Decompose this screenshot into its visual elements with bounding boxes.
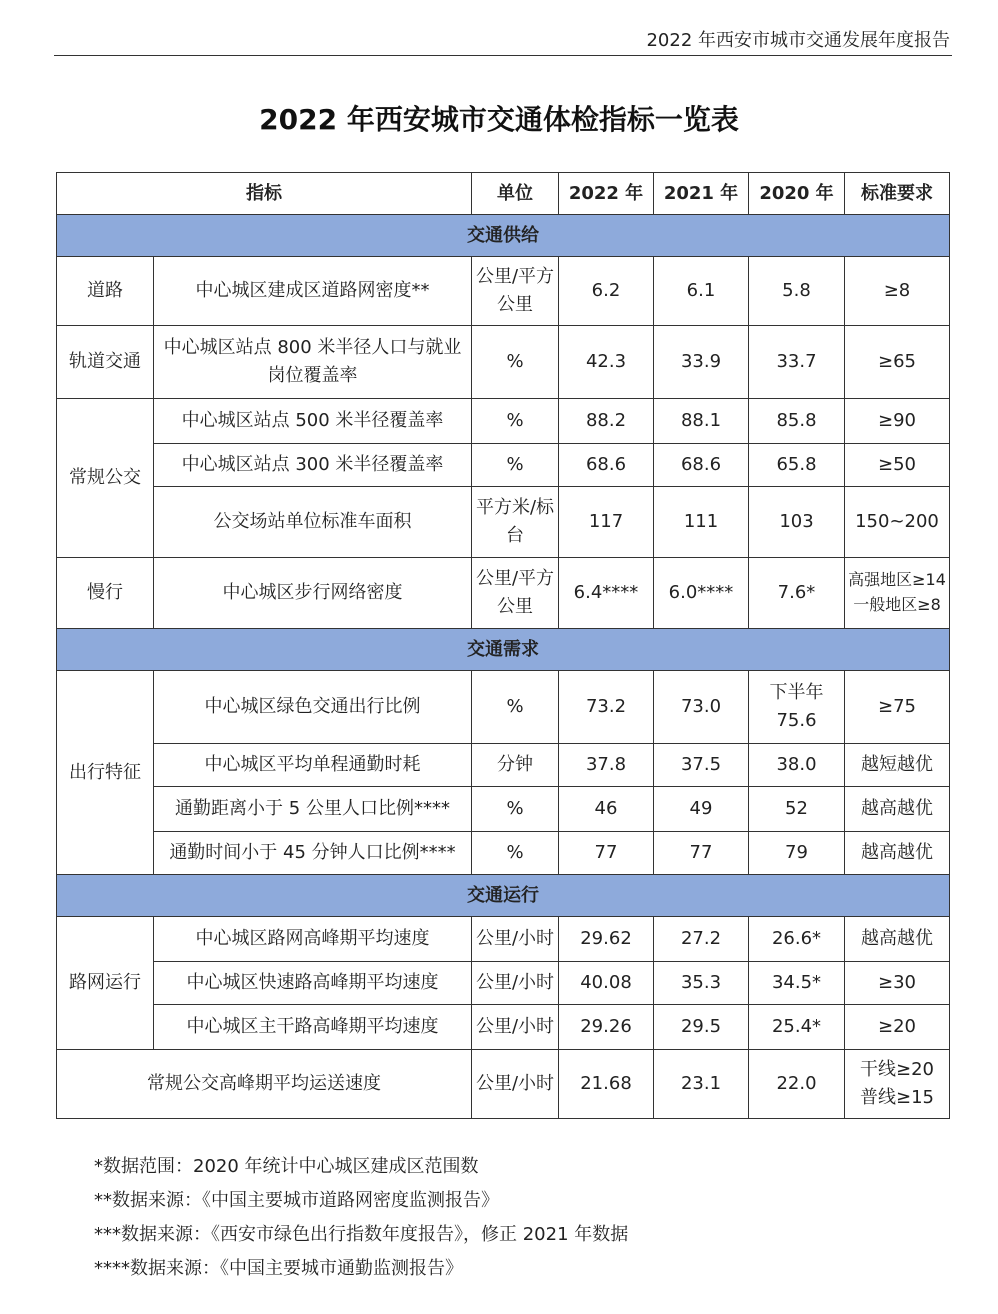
row-2022: 21.68 (559, 1050, 654, 1119)
row-standard: 越短越优 (845, 744, 950, 787)
row-standard (845, 558, 950, 629)
row-2022: 6.4**** (559, 558, 654, 629)
row-2022: 29.26 (559, 1005, 654, 1050)
row-metric: 中心城区主干路高峰期平均速度 (154, 1005, 472, 1050)
row-2021: 111 (654, 487, 749, 558)
row-metric: 通勤距离小于 5 公里人口比例**** (154, 787, 472, 832)
row-2020: 85.8 (749, 399, 845, 444)
footnote: *数据范围：2020 年统计中心城区建成区范围数 (94, 1156, 479, 1177)
row-2020: 79 (749, 832, 845, 875)
standard-line: 高强地区≥14 (848, 570, 946, 590)
section-operation: 交通运行 (57, 875, 950, 917)
row-category: 路网运行 (57, 917, 154, 1050)
row-2020: 7.6* (749, 558, 845, 629)
row-standard: ≥8 (845, 257, 950, 326)
header-standard: 标准要求 (845, 173, 950, 215)
table-row (57, 1050, 950, 1119)
row-2022: 117 (559, 487, 654, 558)
row-unit: % (472, 444, 559, 487)
row-2021: 27.2 (654, 917, 749, 962)
row-2021: 35.3 (654, 962, 749, 1005)
row-2022: 46 (559, 787, 654, 832)
header-2020: 2020 年 (749, 173, 845, 215)
row-2021: 88.1 (654, 399, 749, 444)
row-2022: 73.2 (559, 671, 654, 744)
row-metric: 中心城区步行网络密度 (154, 558, 472, 629)
header-rule (54, 55, 952, 56)
row-2020: 52 (749, 787, 845, 832)
table-row (57, 787, 950, 832)
row-2022: 40.08 (559, 962, 654, 1005)
row-2021: 6.1 (654, 257, 749, 326)
row-2022: 88.2 (559, 399, 654, 444)
row-metric: 中心城区平均单程通勤时耗 (154, 744, 472, 787)
row-2021: 37.5 (654, 744, 749, 787)
row-unit: % (472, 671, 559, 744)
table-row (57, 257, 950, 326)
row-2020: 5.8 (749, 257, 845, 326)
header-row (57, 173, 950, 215)
row-unit: 公里/平方公里 (472, 257, 559, 326)
row-category: 出行特征 (57, 671, 154, 875)
standard-line: 普线≥15 (860, 1087, 934, 1108)
table-row (57, 917, 950, 962)
table-row (57, 744, 950, 787)
table-row (57, 558, 950, 629)
row-unit: 公里/小时 (472, 1050, 559, 1119)
row-2022: 77 (559, 832, 654, 875)
table-row (57, 444, 950, 487)
row-unit: 平方米/标台 (472, 487, 559, 558)
row-metric: 中心城区站点 800 米半径人口与就业岗位覆盖率 (154, 326, 472, 399)
row-2022: 29.62 (559, 917, 654, 962)
row-2021: 23.1 (654, 1050, 749, 1119)
row-metric: 中心城区绿色交通出行比例 (154, 671, 472, 744)
standard-line: 干线≥20 (860, 1059, 934, 1081)
row-metric: 中心城区快速路高峰期平均速度 (154, 962, 472, 1005)
table-row (57, 326, 950, 399)
row-standard: 越高越优 (845, 787, 950, 832)
row-2020: 下半年75.6 (749, 671, 845, 744)
row-2021: 33.9 (654, 326, 749, 399)
section-demand: 交通需求 (57, 629, 950, 671)
footnote: ****数据来源：《中国主要城市通勤监测报告》 (94, 1258, 463, 1279)
row-2022: 42.3 (559, 326, 654, 399)
row-2020: 26.6* (749, 917, 845, 962)
row-2021: 68.6 (654, 444, 749, 487)
table-row (57, 399, 950, 444)
row-metric: 中心城区建成区道路网密度** (154, 257, 472, 326)
page-title: 2022 年西安城市交通体检指标一览表 (259, 103, 739, 136)
row-category: 慢行 (57, 558, 154, 629)
row-metric: 常规公交高峰期平均运送速度 (57, 1050, 472, 1119)
row-unit: % (472, 787, 559, 832)
footnote: ***数据来源：《西安市绿色出行指数年度报告》，修正 2021 年数据 (94, 1224, 629, 1245)
row-category: 轨道交通 (57, 326, 154, 399)
row-metric: 中心城区路网高峰期平均速度 (154, 917, 472, 962)
row-2020: 33.7 (749, 326, 845, 399)
row-standard: 150~200 (845, 487, 950, 558)
row-2022: 37.8 (559, 744, 654, 787)
table-row (57, 1005, 950, 1050)
table-row (57, 832, 950, 875)
row-standard: ≥50 (845, 444, 950, 487)
section-row (57, 215, 950, 257)
row-unit: 公里/小时 (472, 917, 559, 962)
row-2020: 65.8 (749, 444, 845, 487)
row-metric: 中心城区站点 500 米半径覆盖率 (154, 399, 472, 444)
row-unit: 分钟 (472, 744, 559, 787)
row-2020: 103 (749, 487, 845, 558)
row-unit: 公里/平方公里 (472, 558, 559, 629)
row-unit: 公里/小时 (472, 962, 559, 1005)
row-2021: 73.0 (654, 671, 749, 744)
row-standard: ≥65 (845, 326, 950, 399)
row-2021: 77 (654, 832, 749, 875)
header-2022: 2022 年 (559, 173, 654, 215)
row-metric: 中心城区站点 300 米半径覆盖率 (154, 444, 472, 487)
footnote: **数据来源：《中国主要城市道路网密度监测报告》 (94, 1190, 499, 1211)
row-2022: 6.2 (559, 257, 654, 326)
header-metric: 指标 (57, 173, 472, 215)
section-supply: 交通供给 (57, 215, 950, 257)
row-standard: ≥90 (845, 399, 950, 444)
row-unit: 公里/小时 (472, 1005, 559, 1050)
row-standard (845, 1050, 950, 1119)
indicator-table (56, 172, 950, 1119)
row-unit: % (472, 399, 559, 444)
table-row (57, 962, 950, 1005)
section-row (57, 629, 950, 671)
row-metric: 通勤时间小于 45 分钟人口比例**** (154, 832, 472, 875)
row-unit: % (472, 832, 559, 875)
table-row (57, 487, 950, 558)
section-row (57, 875, 950, 917)
row-standard: ≥20 (845, 1005, 950, 1050)
row-2020: 25.4* (749, 1005, 845, 1050)
header-unit: 单位 (472, 173, 559, 215)
row-standard: 越高越优 (845, 832, 950, 875)
row-2021: 29.5 (654, 1005, 749, 1050)
header-2021: 2021 年 (654, 173, 749, 215)
running-header: 2022 年西安市城市交通发展年度报告 (646, 30, 950, 51)
row-2020: 38.0 (749, 744, 845, 787)
standard-line: 一般地区≥8 (853, 595, 941, 614)
row-2021: 49 (654, 787, 749, 832)
row-2020: 34.5* (749, 962, 845, 1005)
footnotes (94, 1150, 628, 1286)
table-row (57, 671, 950, 744)
row-category: 常规公交 (57, 399, 154, 558)
row-category: 道路 (57, 257, 154, 326)
row-standard: ≥30 (845, 962, 950, 1005)
row-standard: ≥75 (845, 671, 950, 744)
row-2021: 6.0**** (654, 558, 749, 629)
row-2020: 22.0 (749, 1050, 845, 1119)
row-2022: 68.6 (559, 444, 654, 487)
row-metric: 公交场站单位标准车面积 (154, 487, 472, 558)
row-unit: % (472, 326, 559, 399)
row-standard: 越高越优 (845, 917, 950, 962)
